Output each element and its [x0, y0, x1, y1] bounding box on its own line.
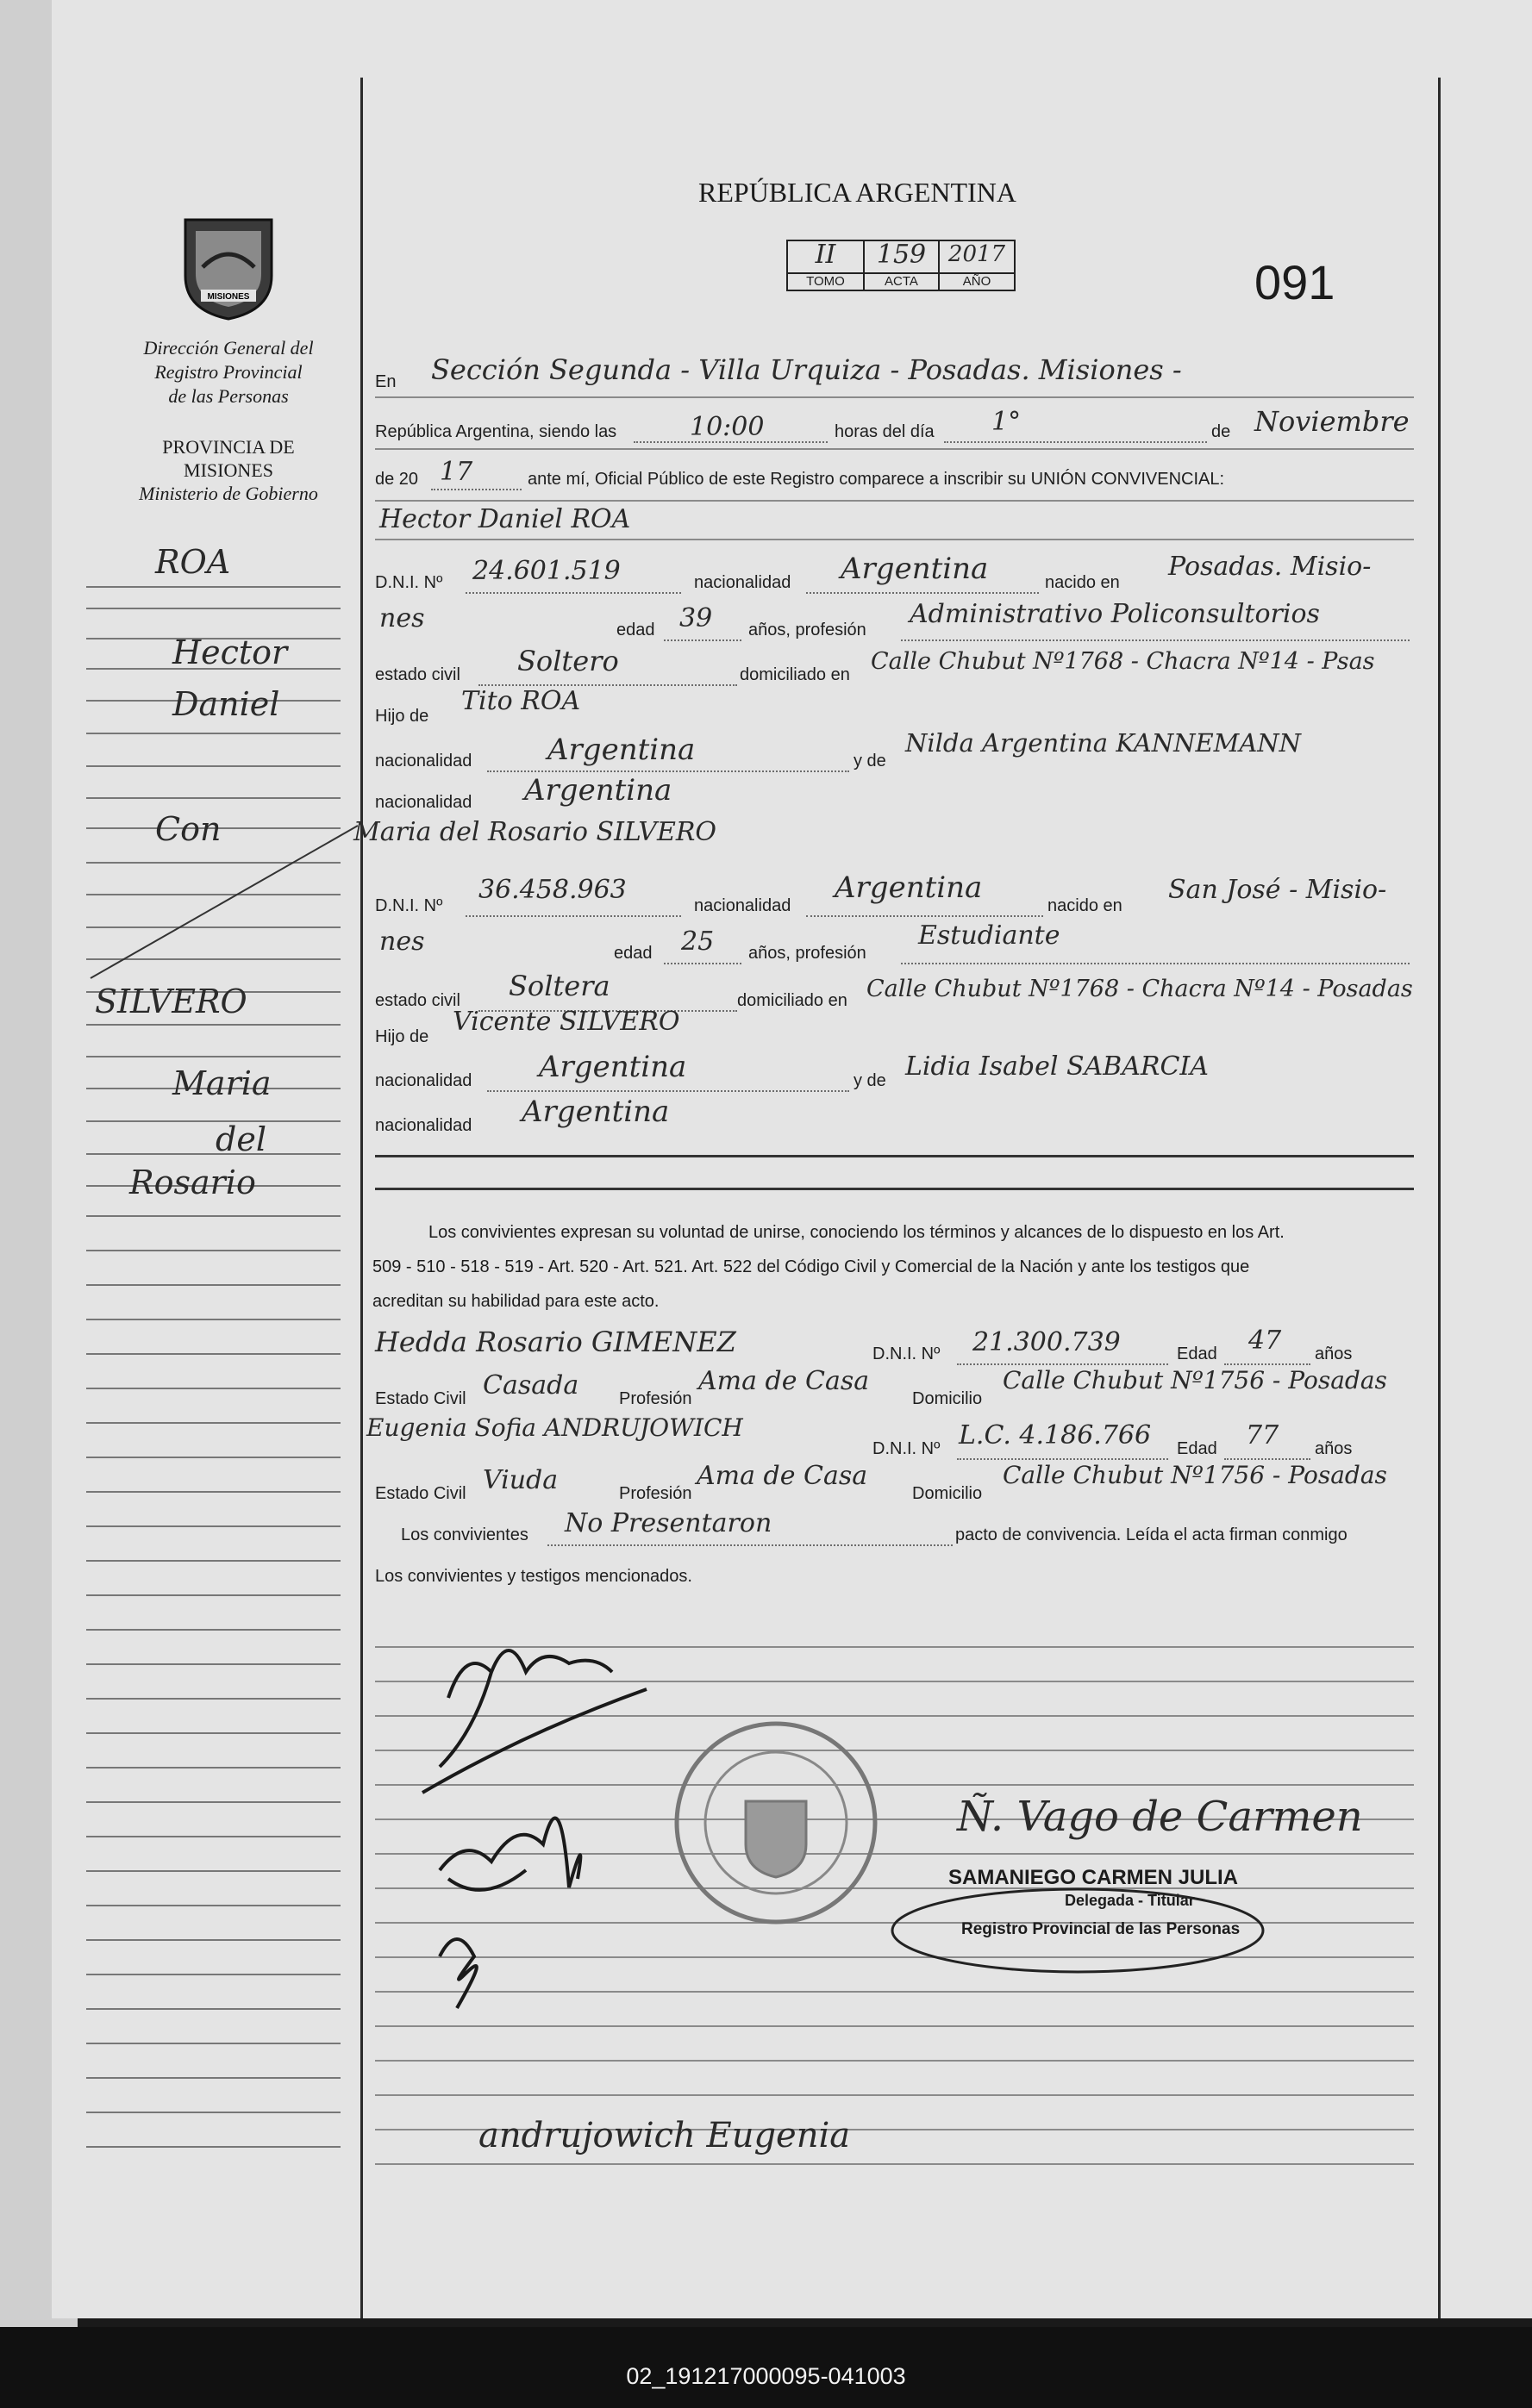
officer-title: Delegada - Titular	[1065, 1892, 1195, 1909]
witness-signature: andrujowich Eugenia	[478, 2116, 851, 2155]
person2-dni: 36.458.963	[478, 875, 627, 905]
margin-name-2b: del	[216, 1120, 266, 1158]
person1-age: 39	[679, 603, 713, 633]
person1-mother: Nilda Argentina KANNEMANN	[905, 728, 1302, 758]
tomo-acta-box: II 159 2017 TOMO ACTA AÑO	[786, 240, 1016, 291]
svg-text:MISIONES: MISIONES	[207, 292, 250, 302]
person1-address: Calle Chubut Nº1768 - Chacra Nº14 - Psas	[871, 648, 1375, 675]
hour-value: 10:00	[690, 412, 765, 442]
person1-mother-nationality: Argentina	[524, 773, 672, 808]
pact-value: No Presentaron	[565, 1508, 772, 1538]
person1-birthplace: Posadas. Misio-	[1168, 552, 1372, 582]
margin-surname-2: SILVERO	[95, 983, 247, 1020]
person2-birthplace-cont: nes	[379, 926, 425, 957]
day-value: 1°	[991, 407, 1022, 437]
witness2-address: Calle Chubut Nº1756 - Posadas	[1003, 1461, 1387, 1489]
person2-father: Vicente SILVERO	[453, 1007, 680, 1037]
official-seal-icon	[668, 1715, 884, 1931]
person1-father-nationality: Argentina	[547, 733, 696, 767]
margin-divider	[360, 78, 363, 2318]
person2-mother-nationality: Argentina	[522, 1095, 670, 1129]
institution-name: Dirección General del Registro Provincial de las Personas	[143, 337, 314, 407]
right-border	[1438, 78, 1441, 2318]
officer-signature: Ñ. Vago de Carmen	[957, 1793, 1363, 1841]
person2-address: Calle Chubut Nº1768 - Chacra Nº14 - Posadas	[866, 976, 1413, 1002]
witness1-address: Calle Chubut Nº1756 - Posadas	[1003, 1366, 1387, 1394]
person2-fullname: Maria del Rosario SILVERO	[353, 817, 717, 847]
provincial-emblem-icon	[177, 207, 280, 323]
margin-diagonal-stroke	[82, 819, 366, 991]
witness1-civil: Casada	[483, 1370, 579, 1401]
file-caption: 02_191217000095-041003	[626, 2363, 906, 2389]
person1-birthplace-cont: nes	[379, 603, 425, 633]
officer-registry: Registro Provincial de las Personas	[961, 1920, 1241, 1938]
page-number: 091	[1254, 255, 1335, 309]
margin-name-1a: Hector	[172, 633, 288, 671]
person1-profession: Administrativo Policonsultorios	[910, 599, 1320, 629]
witness1-name: Hedda Rosario GIMENEZ	[375, 1326, 736, 1358]
witness2-age: 77	[1246, 1420, 1279, 1450]
person2-mother: Lidia Isabel SABARCIA	[905, 1051, 1209, 1082]
person1-fullname: Hector Daniel ROA	[379, 504, 631, 534]
acta-value: 159	[876, 240, 927, 270]
declaration-text: Los convivientes expresan su voluntad de unirse, conociendo los términos y alcances de lo dispuesto en los Art. 509 - 510 - 518 - 519 - Art. 520 - Art. 521. Art. 522 del Código Civil y Comercial de la Nación y ante los testigos que acreditan su habilidad para este acto.	[372, 1223, 1285, 1311]
witness1-age: 47	[1248, 1326, 1282, 1356]
margin-name-2a: Maria	[172, 1064, 272, 1102]
month-value: Noviembre	[1254, 405, 1410, 438]
person2-nationality: Argentina	[835, 870, 983, 905]
province-name: PROVINCIA DE MISIONES Ministerio de Gobierno	[139, 436, 318, 504]
person2-profession: Estudiante	[918, 920, 1060, 951]
witness2-profession: Ama de Casa	[697, 1461, 868, 1491]
witness2-dni: L.C. 4.186.766	[959, 1420, 1152, 1450]
officer-name: SAMANIEGO CARMEN JULIA	[948, 1866, 1239, 1889]
person2-civil-status: Soltera	[509, 970, 610, 1002]
margin-surname-1: ROA	[155, 543, 231, 581]
margin-con: Con	[155, 810, 222, 848]
witness1-dni: 21.300.739	[972, 1327, 1121, 1357]
witness2-civil: Viuda	[483, 1465, 559, 1495]
person2-father-nationality: Argentina	[539, 1050, 687, 1084]
witness1-profession: Ama de Casa	[698, 1366, 870, 1396]
margin-name-1b: Daniel	[172, 685, 280, 723]
person1-nationality: Argentina	[841, 552, 989, 586]
witness2-name: Eugenia Sofia ANDRUJOWICH	[366, 1413, 743, 1442]
person1-dni: 24.601.519	[472, 556, 621, 586]
tomo-value: II	[815, 240, 836, 270]
signatures-scribbles	[397, 1620, 681, 2017]
margin-name-2c: Rosario	[129, 1163, 256, 1201]
person1-father: Tito ROA	[461, 686, 581, 716]
person2-age: 25	[681, 926, 715, 957]
place-value: Sección Segunda - Villa Urquiza - Posadas. Misiones -	[431, 353, 1182, 386]
year-value: 17	[440, 457, 473, 487]
person2-birthplace: San José - Misio-	[1168, 875, 1387, 905]
person1-civil-status: Soltero	[517, 645, 619, 677]
anio-value: 2017	[947, 241, 1006, 267]
country-header: REPÚBLICA ARGENTINA	[698, 177, 1016, 208]
